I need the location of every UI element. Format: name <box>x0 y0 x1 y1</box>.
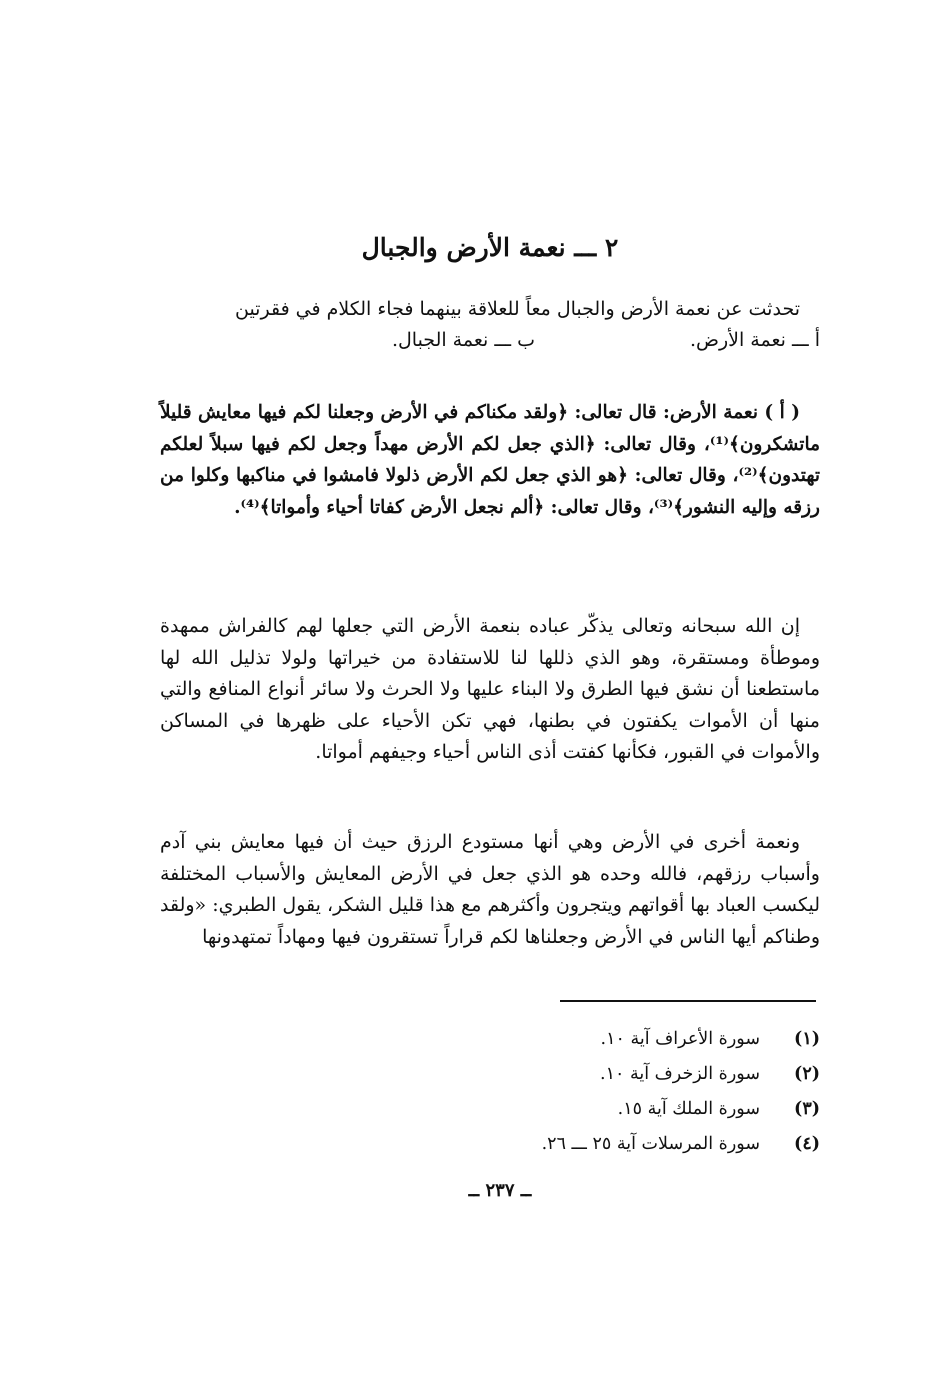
paragraph-earth-explanation <box>160 611 820 769</box>
footnote-text: سورة الملك آية ١٥. <box>617 1099 760 1119</box>
part-a-label: أ ـــ نعمة الأرض. <box>689 329 820 351</box>
footnote-item <box>400 1127 820 1162</box>
intro-text: تحدثت عن نعمة الأرض والجبال معاً للعلاقة بينهما فجاء الكلام في فقرتين <box>234 298 800 320</box>
section-title: ٢ ـــ نعمة الأرض والجبال <box>361 233 619 262</box>
footnote-item <box>400 1057 820 1092</box>
footnote-text: سورة المرسلات آية ٢٥ ـــ ٢٦. <box>541 1134 760 1154</box>
footnote-item <box>400 1092 820 1127</box>
paragraph-earth-provision <box>160 827 820 953</box>
intro-paragraph <box>160 294 820 356</box>
footnote-divider <box>560 1000 816 1002</box>
footnote-number: (١) <box>794 1029 820 1049</box>
footnotes-list <box>400 1022 820 1162</box>
part-b-label: ب ـــ نعمة الجبال. <box>391 329 535 351</box>
footnote-item <box>400 1022 820 1057</box>
paragraph-b-text: إن الله سبحانه وتعالى يذكّر عباده بنعمة الأرض التي جعلها لهم كالفراش ممهدة وموطأة ومستقرة، وهو الذي ذللها لنا للاستفادة من خيراتها ولولا تذليل الله لها ماستطعنا أن نشق فيها الطرق ولا البناء عليها ولا الحرث ولا سائر أنواع المنافع والتي منها أن الأموات يكفتون في بطنها، فهي تكن الأحياء على ظهرها في المساكن والأموات في القبور، فكأنها كفتت أذى الناس أحياء وجيفهم أمواتا. <box>160 615 820 763</box>
paragraph-a-text: ﴿ولقد مكناكم في الأرض وجعلنا لكم فيها معايش قليلاً ماتشكرون﴾⁽¹⁾، وقال تعالى: ﴿الذي جعل لكم الأرض مهداً وجعل لكم فيها سبلاً لعلكم تهتدون﴾⁽²⁾، وقال تعالى: ﴿هو الذي جعل لكم الأرض ذلولا فامشوا في مناكبها وكلوا من رزقه وإليه النشور﴾⁽³⁾، وقال تعالى: ﴿ألم نجعل الأرض كفاتا أحياء وأمواتا﴾⁽⁴⁾. <box>160 402 820 518</box>
page-number: ــ ٢٣٧ ــ <box>468 1180 532 1201</box>
paragraph-earth-blessing <box>160 397 820 523</box>
paragraph-a <box>160 397 820 523</box>
footnote-number: (٢) <box>794 1064 820 1084</box>
intro-parts <box>160 325 820 356</box>
paragraph-a-lead: ( أ ) نعمة الأرض: قال تعالى: <box>568 402 800 423</box>
footnote-number: (٣) <box>794 1099 820 1119</box>
footnote-text: سورة الأعراف آية ١٠. <box>600 1029 760 1049</box>
footnote-text: سورة الزخرف آية ١٠. <box>600 1064 760 1084</box>
paragraph-c-text: ونعمة أخرى في الأرض وهي أنها مستودع الرزق حيث أن فيها معايش بني آدم وأسباب رزقهم، فالله وحده هو الذي جعل في الأرض المعايش والأسباب المختلفة ليكسب العباد بها أقواتهم ويتجرون وأكثرهم مع هذا قليل الشكر، يقول الطبري: «ولقد وطناكم أيها الناس في الأرض وجعلناها لكم قراراً تستقرون فيها ومهاداً تمتهدونها <box>160 831 820 948</box>
footnote-number: (٤) <box>794 1134 820 1154</box>
